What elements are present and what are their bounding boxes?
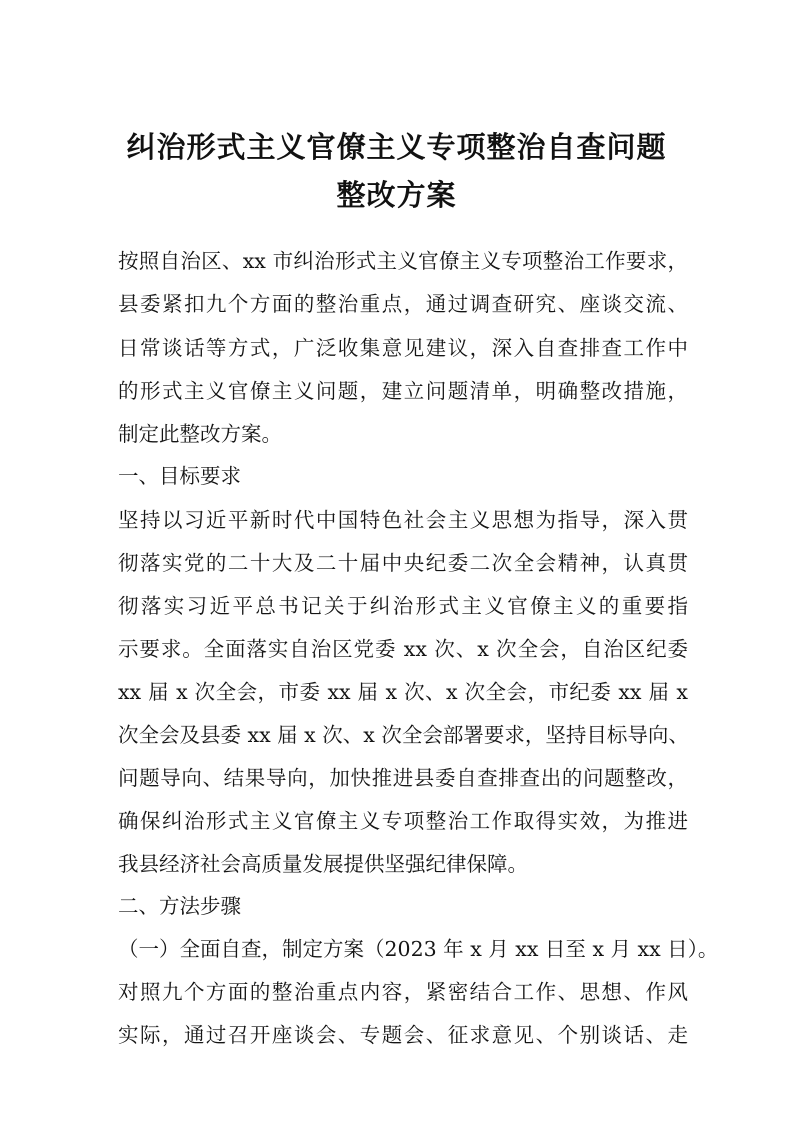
- paragraph-intro-line-4: 的形式主义官僚主义问题，建立问题清单，明确整改措施，: [118, 379, 688, 403]
- paragraph-goals-line-7: 问题导向、结果导向，加快推进县委自查排查出的问题整改，: [118, 766, 688, 790]
- paragraph-goals-line-8: 确保纠治形式主义官僚主义专项整治工作取得实效，为推进: [118, 809, 688, 833]
- paragraph-intro-line-3: 日常谈话等方式，广泛收集意见建议，深入自查排查工作中: [118, 336, 688, 360]
- paragraph-goals-line-6: 次全会及县委 xx 届 x 次、x 次全会部署要求，坚持目标导向、: [118, 723, 689, 747]
- paragraph-intro-line-1: 按照自治区、xx 市纠治形式主义官僚主义专项整治工作要求，: [118, 249, 688, 273]
- paragraph-goals-line-2: 彻落实党的二十大及二十届中央纪委二次全会精神，认真贯: [118, 551, 688, 575]
- document-title-line-1: 纠治形式主义官僚主义专项整治自查问题: [126, 130, 667, 164]
- paragraph-goals-line-5: xx 届 x 次全会，市委 xx 届 x 次、x 次全会，市纪委 xx 届 x: [118, 680, 688, 704]
- section-heading-goals: 一、目标要求: [118, 464, 241, 488]
- paragraph-methods-line-2: 对照九个方面的整治重点内容，紧密结合工作、思想、作风: [118, 980, 688, 1004]
- document-title-line-2: 整改方案: [336, 178, 457, 212]
- paragraph-methods-line-3: 实际，通过召开座谈会、专题会、征求意见、个别谈话、走: [118, 1023, 688, 1047]
- paragraph-goals-line-9: 我县经济社会高质量发展提供坚强纪律保障。: [118, 852, 528, 876]
- paragraph-goals-line-1: 坚持以习近平新时代中国特色社会主义思想为指导，深入贯: [118, 508, 688, 532]
- paragraph-goals-line-3: 彻落实习近平总书记关于纠治形式主义官僚主义的重要指: [118, 594, 688, 618]
- paragraph-methods-line-1: （一）全面自查，制定方案（2023 年 x 月 xx 日至 x 月 xx 日）。: [118, 937, 719, 961]
- section-heading-methods: 二、方法步骤: [118, 894, 241, 918]
- paragraph-intro-line-2: 县委紧扣九个方面的整治重点，通过调查研究、座谈交流、: [118, 292, 688, 316]
- paragraph-intro-line-5: 制定此整改方案。: [118, 422, 282, 446]
- paragraph-goals-line-4: 示要求。全面落实自治区党委 xx 次、x 次全会，自治区纪委: [118, 637, 688, 661]
